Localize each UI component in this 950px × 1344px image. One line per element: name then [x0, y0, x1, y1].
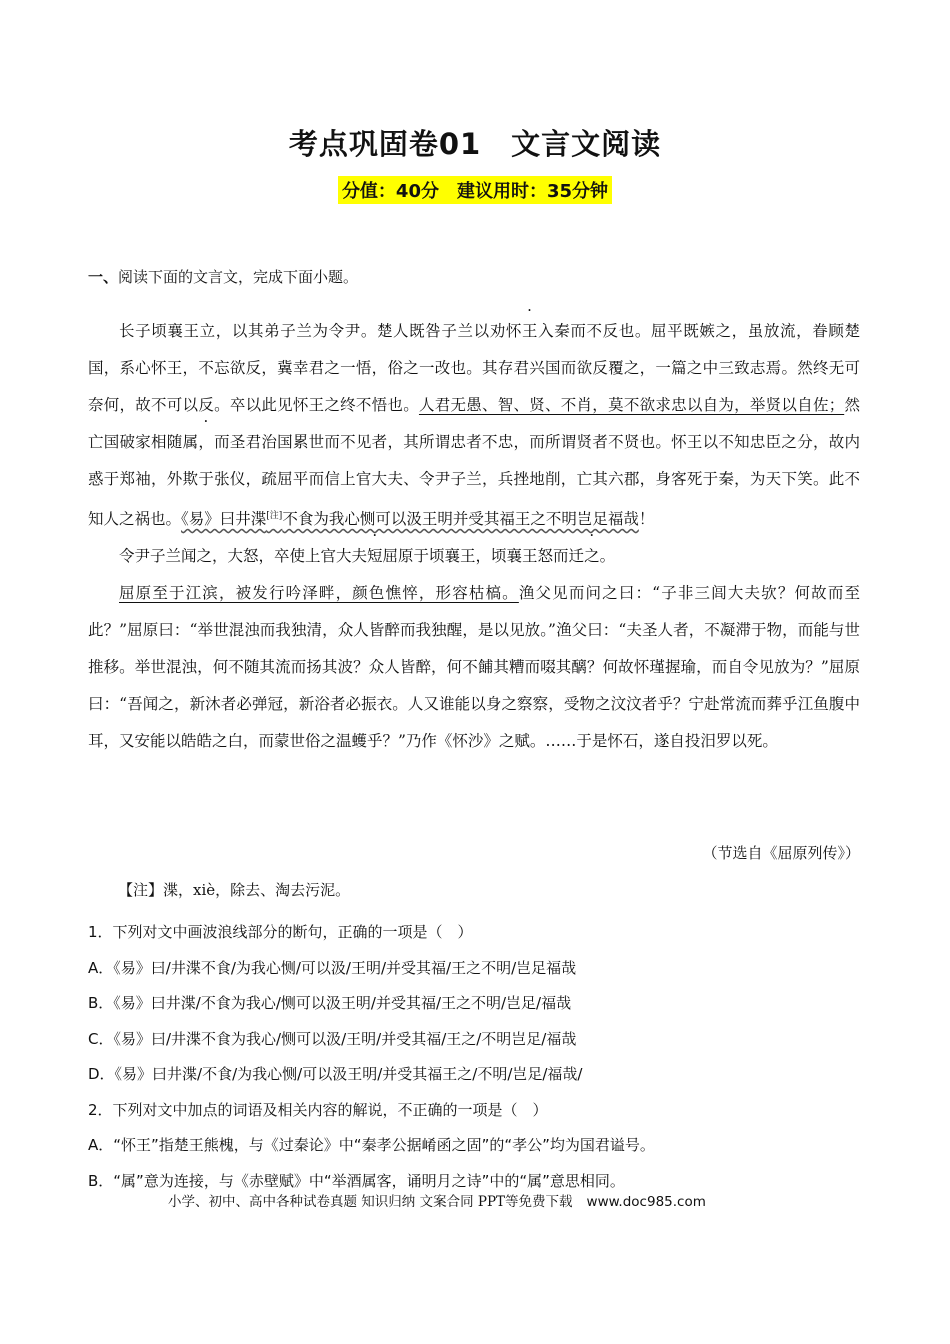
- question-2-option-b: B．“属”意为连接，与《赤壁赋》中“举酒属客，诵明月之诗”中的“属”意思相同。: [88, 1171, 625, 1190]
- question-list: [88, 915, 868, 1199]
- question-1-option-d: D．《易》曰井渫/不食/为我心恻/可以汲王明/并受其福王之/不明/岂足/福哉/: [88, 1065, 583, 1083]
- passage-text: 渔父见而问之曰：“子非三闾大夫欤？何故而至此？”屈原曰：“举世混浊而我独清，众人皆醉而我独醒，是以见放。”渔父曰：“夫圣人者，不凝滞于物，而能与世推移。举世混浊，何不随其流而扬其波？众人皆醉，何不餔其糟而啜其醨？何故怀瑾握瑜，而自令见放为？”屈原曰：“吾闻之，新沐者必弹冠，新浴者必振衣。人又谁能以身之察察，受物之汶汶者乎？宁赴常流而葬乎江鱼腹中耳，又安能以皓皓之白，而蒙世俗之温蠖乎？”乃作《怀沙》之赋。……于是怀石，遂自投汨罗以死。: [88, 584, 860, 751]
- underlined-sentence: 人君无愚、智、贤、不肖，莫不欲求忠以自为，举贤以自佐；: [418, 396, 845, 414]
- question-2-option-a: A．“怀王”指楚王熊槐，与《过秦论》中“秦孝公据崤函之固”的“孝公”均为国君谥号。: [88, 1136, 655, 1154]
- section-instruction: 阅读下面的文言文，完成下面小题。: [118, 268, 359, 286]
- footer-banner: [168, 1190, 706, 1210]
- passage-text: 令尹子兰闻之，大怒，卒使上官大: [119, 547, 352, 566]
- passage-paragraph-3: [88, 575, 860, 760]
- footnote: 【注】渫，xiè，除去、淘去污泥。: [118, 881, 351, 899]
- section-number: 一、: [88, 268, 119, 286]
- passage-text: 之。: [584, 547, 616, 566]
- score-time-banner: 分值：40分 建议用时：35分钟: [338, 176, 612, 204]
- wavy-underlined-sentence: [181, 510, 639, 528]
- passage-text: 王入秦而不反也。屈平既嫉之，虽放流，眷顾楚国，系心怀王，不忘欲反，冀幸君之一悟，俗之一改也。其存君兴国而欲反覆之，一篇之中三致志焉。然终无可奈何，故不可以反。卒以此见怀王之终不悟也。: [88, 322, 860, 414]
- subtitle-row: [0, 176, 950, 204]
- source-citation: （节选自《屈原列传》）: [702, 844, 860, 862]
- dotted-word-shu: 属: [182, 433, 199, 451]
- passage-text: ，而圣君治国累世而不见者，其所谓忠者不忠，而所谓贤者不贤也。怀王以不知忠臣之分，故内惑于郑袖，外欺于张仪，疏屈平而信上官大夫、令尹子兰，兵挫地削，亡其六郡，身客死于秦，为天下笑。此不知人之祸也。: [88, 433, 860, 529]
- dotted-word-qian: 迁: [568, 547, 585, 566]
- classical-passage: [88, 313, 860, 760]
- passage-text: ！: [638, 510, 655, 529]
- section-heading: [88, 266, 358, 287]
- question-2-stem: 2．下列对文中加点的词语及相关内容的解说，不正确的一项是（ ）: [88, 1100, 548, 1119]
- passage-text: 短屈原于顷襄王，顷襄王怒而: [367, 547, 569, 566]
- question-1-stem: 1．下列对文中画波浪线部分的断句，正确的一项是（ ）: [88, 923, 473, 941]
- dotted-word-fu: 夫: [351, 547, 368, 566]
- page-title: 考点巩固卷01 文言文阅读: [288, 127, 662, 161]
- underlined-sentence: 屈原至于江滨，被发行吟泽畔，颜色憔悴，形容枯槁。: [119, 584, 519, 603]
- question-1-option-c: C．《易》曰/井渫不食为我心/恻可以汲/王明/并受其福/王之/不明岂足/福哉: [88, 1029, 577, 1048]
- passage-text: 然亡国破家相随: [88, 396, 860, 451]
- footer-text: 小学、初中、高中各种试卷真题 知识归纳 文案合同 PPT等免费下载: [168, 1194, 573, 1210]
- question-1-option-a: A．《易》曰/井渫不食/为我心恻/可以汲/王明/并受其福/王之不明/岂足福哉: [88, 958, 577, 977]
- wavy-text-part: 《易》曰井渫: [181, 510, 267, 529]
- note-marker: [注]: [266, 511, 283, 521]
- passage-text: 长子顷襄王立，以其弟子兰为令尹。楚人既咎子兰以劝: [119, 322, 506, 340]
- dotted-word-huai: 怀: [505, 322, 523, 340]
- footer-link[interactable]: www.doc985.com: [586, 1194, 706, 1210]
- passage-paragraph-2: [88, 538, 860, 575]
- passage-paragraph-1: [88, 313, 860, 538]
- question-1-option-b: B．《易》曰井渫/不食为我心/恻可以汲王明/并受其福/王之不明/岂足/福哉: [88, 994, 572, 1012]
- wavy-text-part: 不食为我心恻可以汲王明并受其福王之不明岂足福哉: [282, 510, 639, 529]
